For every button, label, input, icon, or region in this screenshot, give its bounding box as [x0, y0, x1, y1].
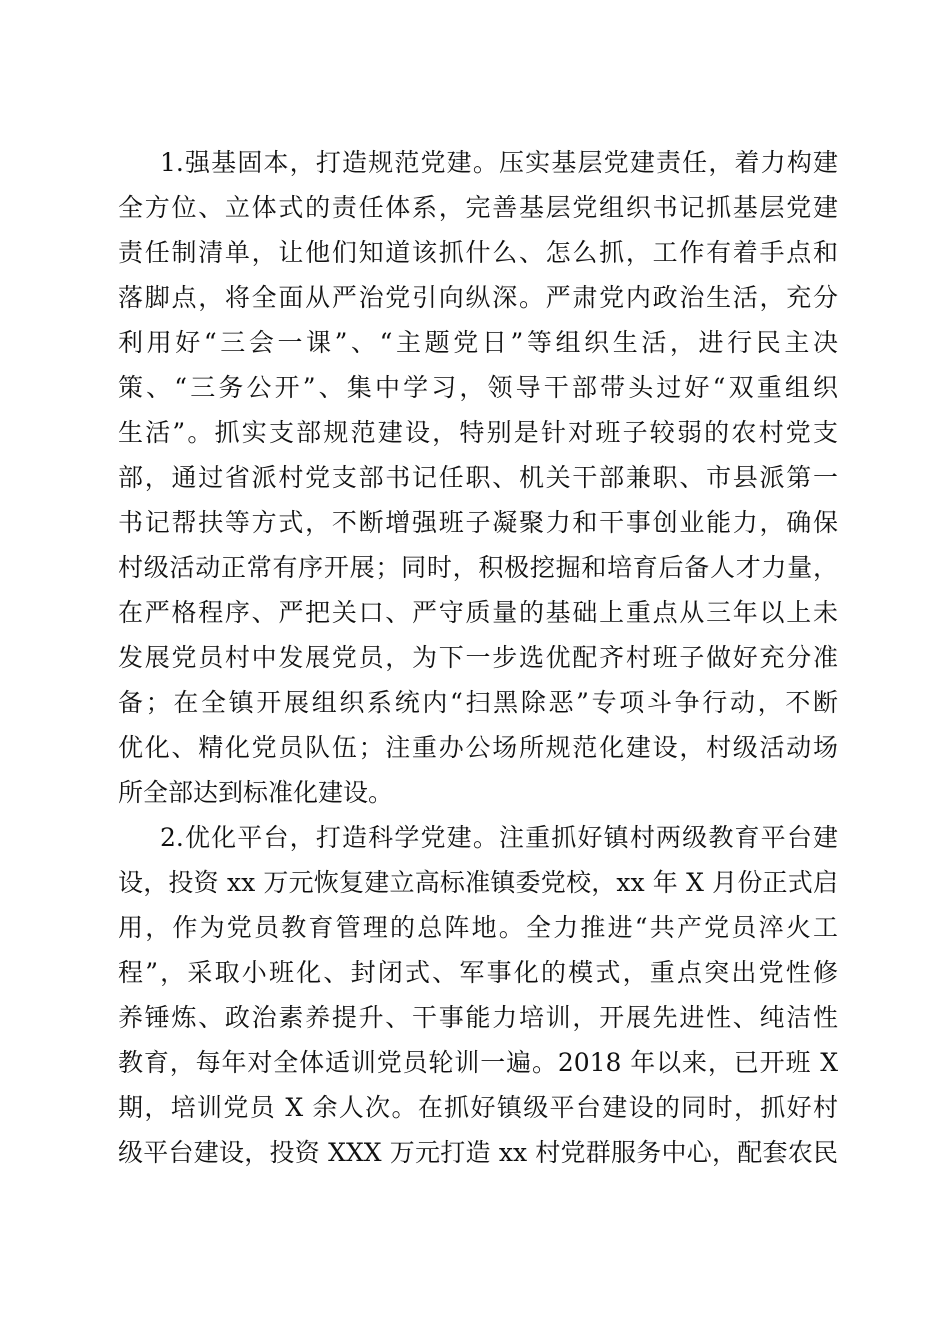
- paragraph-line: 部，通过省派村党支部书记任职、机关干部兼职、市县派第一: [118, 463, 838, 492]
- paragraph-line: 教育，每年对全体适训党员轮训一遍。2018 年以来，已开班 X: [118, 1048, 838, 1077]
- paragraph-line: 所全部达到标准化建设。: [118, 778, 394, 807]
- paragraph-line: 在严格程序、严把关口、严守质量的基础上重点从三年以上未: [118, 598, 838, 627]
- paragraph-line: 策、“三务公开”、集中学习，领导干部带头过好“双重组织: [118, 373, 838, 402]
- paragraph-line: 落脚点，将全面从严治党引向纵深。严肃党内政治生活，充分: [118, 283, 838, 312]
- paragraph-line: 设，投资 xx 万元恢复建立高标准镇委党校，xx 年 X 月份正式启: [118, 868, 838, 897]
- paragraph-line: 程”，采取小班化、封闭式、军事化的模式，重点突出党性修: [118, 958, 838, 987]
- paragraph-2: [118, 815, 838, 1175]
- paragraph-line: 养锤炼、政治素养提升、干事能力培训，开展先进性、纯洁性: [118, 1003, 838, 1032]
- paragraph-line: 书记帮扶等方式，不断增强班子凝聚力和干事创业能力，确保: [118, 508, 838, 537]
- paragraph-line: 村级活动正常有序开展；同时，积极挖掘和培育后备人才力量，: [118, 553, 838, 582]
- document-body: [118, 140, 838, 1175]
- paragraph-line: 2.优化平台，打造科学党建。注重抓好镇村两级教育平台建: [160, 823, 838, 852]
- paragraph-line: 发展党员村中发展党员，为下一步选优配齐村班子做好充分准: [118, 643, 838, 672]
- paragraph-line: 生活”。抓实支部规范建设，特别是针对班子较弱的农村党支: [118, 418, 838, 447]
- paragraph-line: 备；在全镇开展组织系统内“扫黑除恶”专项斗争行动，不断: [118, 688, 838, 717]
- paragraph-line: 利用好“三会一课”、“主题党日”等组织生活，进行民主决: [118, 328, 838, 357]
- paragraph-line: 期，培训党员 X 余人次。在抓好镇级平台建设的同时，抓好村: [118, 1093, 838, 1122]
- paragraph-line: 用，作为党员教育管理的总阵地。全力推进“共产党员淬火工: [118, 913, 838, 942]
- paragraph-line: 级平台建设，投资 XXX 万元打造 xx 村党群服务中心，配套农民: [118, 1138, 838, 1167]
- paragraph-line: 优化、精化党员队伍；注重办公场所规范化建设，村级活动场: [118, 733, 838, 762]
- paragraph-line: 责任制清单，让他们知道该抓什么、怎么抓，工作有着手点和: [118, 238, 838, 267]
- paragraph-line: 全方位、立体式的责任体系，完善基层党组织书记抓基层党建: [118, 193, 838, 222]
- paragraph-line: 1.强基固本，打造规范党建。压实基层党建责任，着力构建: [160, 148, 838, 177]
- paragraph-1: [118, 140, 838, 815]
